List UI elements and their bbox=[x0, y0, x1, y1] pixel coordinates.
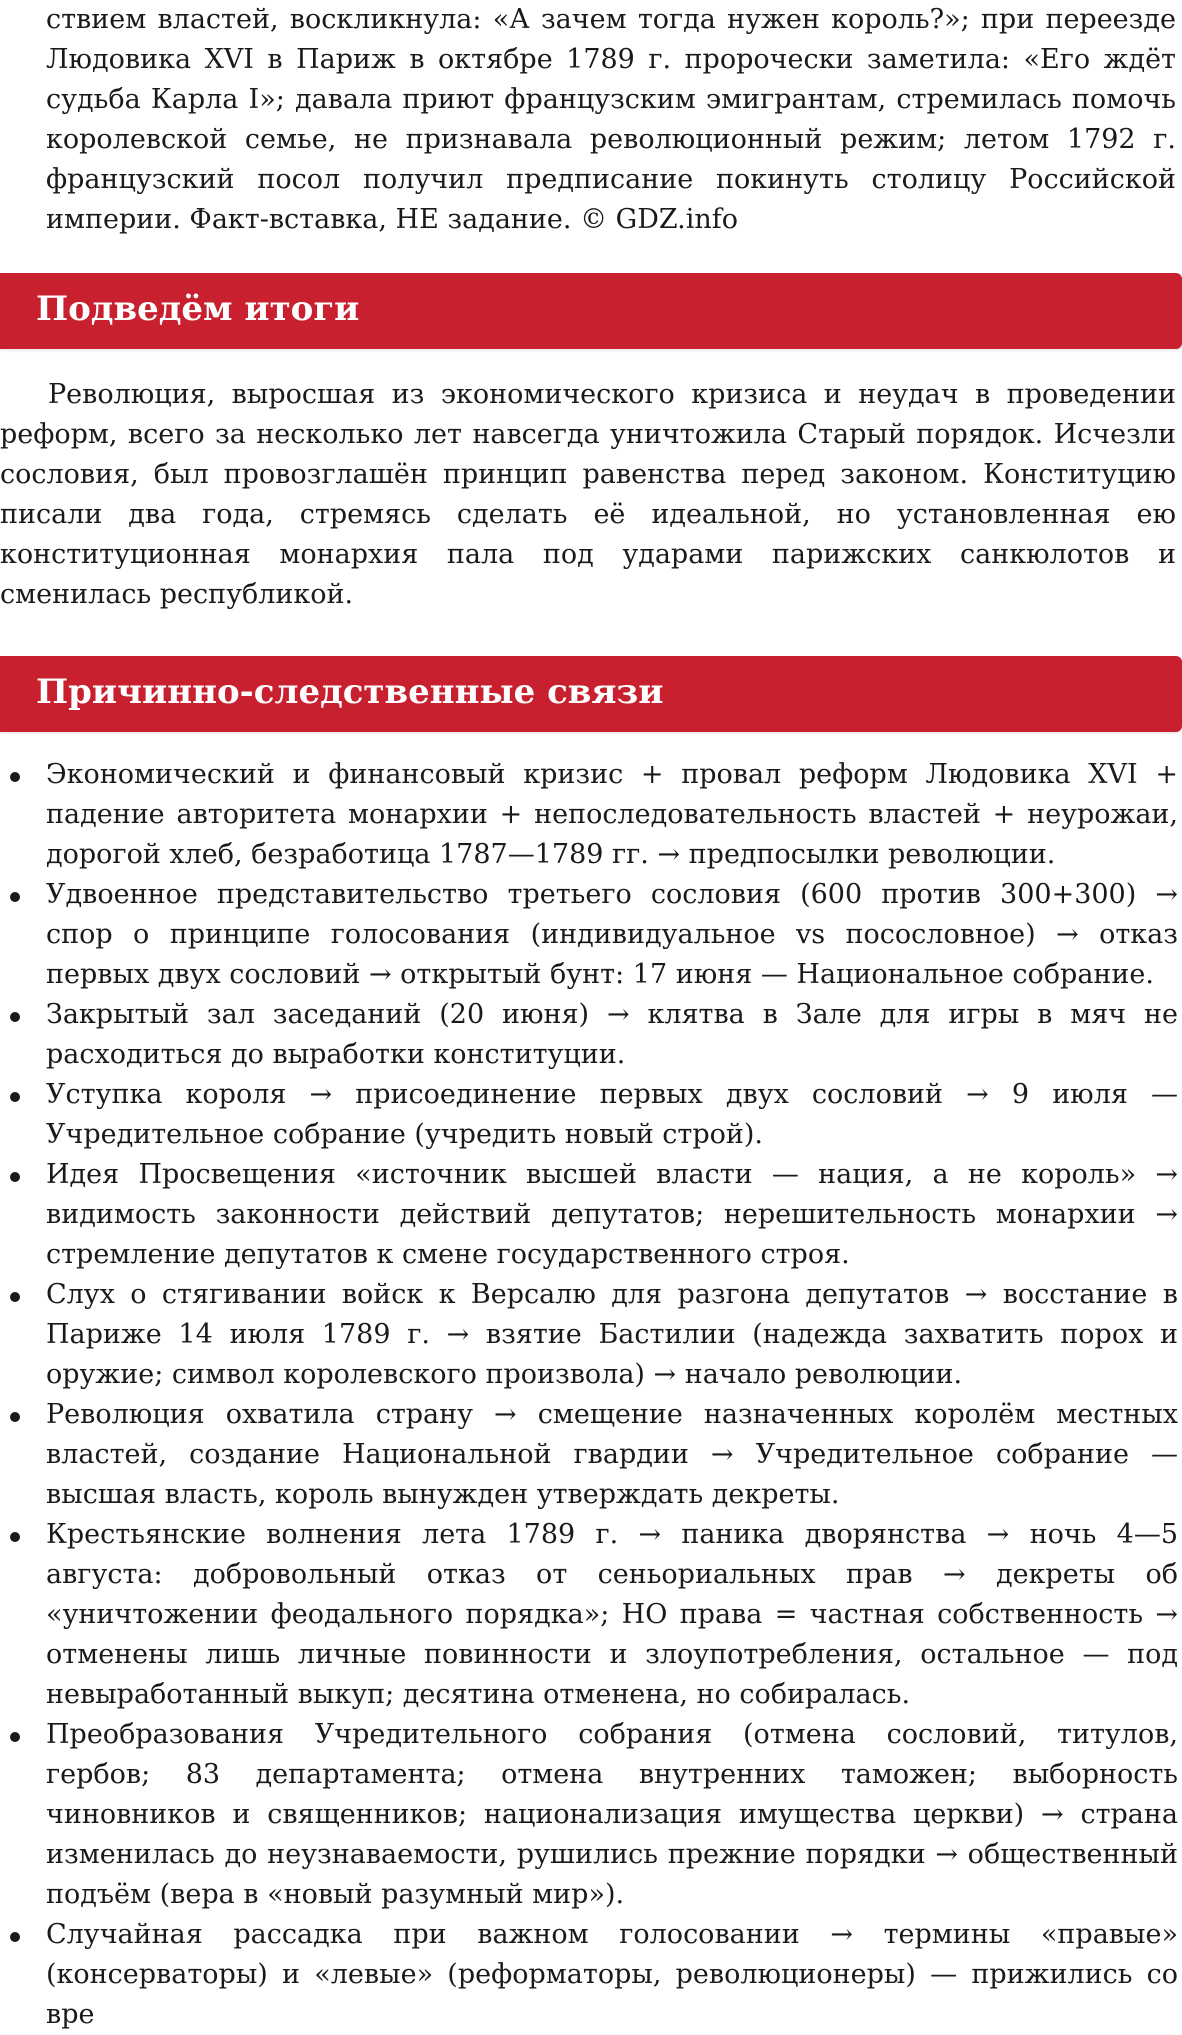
list-item: Удвоенное представительство третьего сословия (600 против 300+300) → спор о принципе голосования (индивидуальное vs посословное) → отказ первых двух сословий → открытый бунт: 17 июня — Национальное собрание. bbox=[0, 875, 1178, 995]
summary-paragraph: Революция, выросшая из экономического кризиса и неудач в проведении реформ, всего за несколько лет навсегда уничтожила Старый порядок. Исчезли сословия, был провозглашён принцип равенства перед законом. Конституцию писали два года, стремясь сделать её идеальной, но установленная ею конституционная монархия пала под ударами парижских санкюлотов и сменилась республикой. bbox=[0, 379, 1176, 610]
list-item: Революция охватила страну → смещение назначенных королём местных властей, создание Национальной гвардии → Учредительное собрание — высшая власть, король вынужден утверждать декреты. bbox=[0, 1395, 1178, 1515]
summary-title: Подведём итоги bbox=[36, 289, 360, 329]
list-item: Экономический и финансовый кризис + провал реформ Людовика XVI + падение авторитета монархии + непоследовательность властей + неурожаи, дорогой хлеб, безработица 1787—1789 гг. → предпосылки революции. bbox=[0, 755, 1178, 875]
list-item: Преобразования Учредительного собрания (отмена сословий, титулов, гербов; 83 департамента; отмена внутренних таможен; выборность чиновников и священников; национализация имущества церкви) → страна изменилась до неузнаваемости, рушились прежние порядки → общественный подъём (вера в «новый разумный мир»). bbox=[0, 1715, 1178, 1915]
list-item: Уступка короля → присоединение первых двух сословий → 9 июля — Учредительное собрание (учредить новый строй). bbox=[0, 1075, 1178, 1155]
causes-banner bbox=[0, 656, 1182, 732]
list-item: Крестьянские волнения лета 1789 г. → паника дворянства → ночь 4—5 августа: добровольный отказ от сеньориальных прав → декреты об «уничтожении феодального порядка»; НО права = частная собственность → отменены лишь личные повинности и злоупотребления, остальное — под невыработанный выкуп; десятина отменена, но собиралась. bbox=[0, 1515, 1178, 1715]
summary-banner bbox=[0, 273, 1182, 349]
intro-paragraph: ствием властей, воскликнула: «А зачем тогда нужен король?»; при переезде Людовика XVI в Париж в октябре 1789 г. пророчески заметила: «Его ждёт судьба Карла I»; давала приют французским эмигрантам, стремилась помочь королевской семье, не признавала революционный режим; летом 1792 г. французский посол получил предписание покинуть столицу Российской империи. Факт-вставка, НЕ задание. © GDZ.info bbox=[46, 4, 1176, 235]
list-item: Закрытый зал заседаний (20 июня) → клятва в Зале для игры в мяч не расходиться до выработки конституции. bbox=[0, 995, 1178, 1075]
list-item: Слух о стягивании войск к Версалю для разгона депутатов → восстание в Париже 14 июля 1789 г. → взятие Бастилии (надежда захватить порох и оружие; символ королевского произвола) → начало революции. bbox=[0, 1275, 1178, 1395]
list-item: Случайная рассадка при важном голосовании → термины «правые» (консерваторы) и «левые» (реформаторы, революционеры) — прижились со вре bbox=[0, 1915, 1178, 2035]
causes-title: Причинно-следственные связи bbox=[36, 672, 664, 712]
causes-list bbox=[0, 755, 1178, 2035]
list-item: Идея Просвещения «источник высшей власти — нация, а не король» → видимость законности действий депутатов; нерешительность монархии → стремление депутатов к смене государственного строя. bbox=[0, 1155, 1178, 1275]
